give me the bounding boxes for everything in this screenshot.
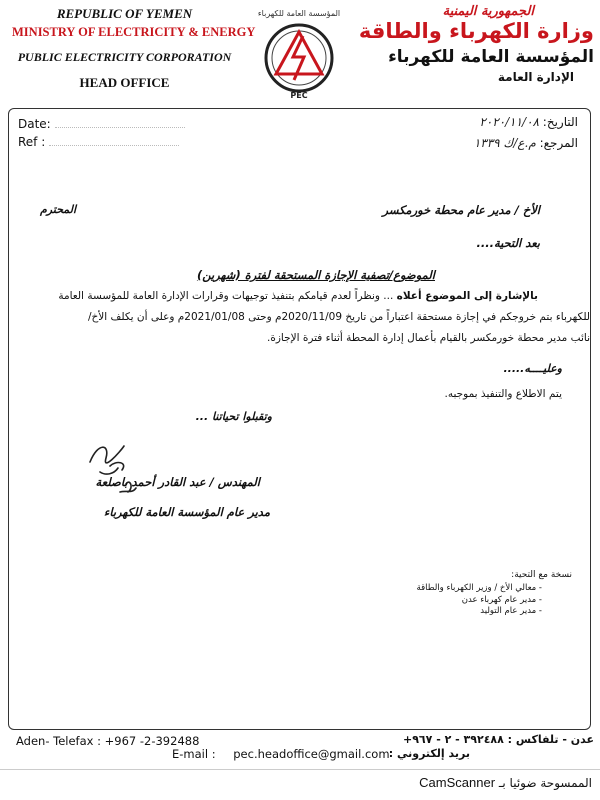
header-ar-office: الإدارة العامة	[497, 70, 574, 84]
header-ar-ministry: وزارة الكهرباء والطاقة	[358, 19, 594, 43]
copy-item-3: - مدير عام التوليد	[480, 606, 542, 616]
body-line-1-rest: ... ونظراً لعدم قيامكم بتنفيذ توجيهات وقرارات الإدارة العامة للمؤسسة العامة	[58, 290, 394, 302]
copy-item-2: - مدير عام كهرباء عدن	[461, 595, 542, 605]
date-value-ar: ٢٠٢٠/١١/٠٨	[479, 115, 539, 129]
copies-label: نسخة مع التحية:	[511, 570, 572, 580]
signature	[80, 432, 150, 512]
ref-value-ar: م.ع/ك ١٣٣٩	[473, 136, 536, 150]
header-en-ministry: MINISTRY OF ELECTRICITY & ENERGY	[12, 25, 256, 39]
footer-telefax-en: Aden- Telefax : +967 -2-392488	[16, 734, 200, 748]
footer-email-en	[172, 747, 390, 761]
body-line-1	[58, 290, 538, 302]
date-label-ar: التاريخ:	[542, 115, 578, 129]
footer-telefax-ar: عدن - تلفاكس : ٣٩٢٤٨٨ - ٢ - ٩٦٧+	[402, 733, 594, 746]
ref-field-ar	[474, 136, 578, 150]
signer-title: مدير عام المؤسسة العامة للكهرباء	[103, 505, 270, 519]
body-line-2: للكهرباء بتم خروجكم في إجازة مستحقة اعتباراً من تاريخ 2020/11/09م وحتى 2021/01/08م وعلى أن يكلف الأخ/	[87, 311, 590, 323]
salutation-respected: المحترم	[40, 203, 77, 216]
date-label: Date:	[18, 117, 51, 131]
footer-email-label-ar: بريد إلكتروني :	[388, 747, 470, 760]
body-line-1-bold: بالإشارة إلى الموضوع أعلاه	[396, 290, 538, 302]
scanner-ar: الممسوحة ضوئيا بـ	[498, 776, 592, 790]
header-arabic	[344, 4, 594, 84]
header-en-office: HEAD OFFICE	[79, 75, 170, 90]
scanner-watermark	[419, 775, 592, 790]
scanner-brand: CamScanner	[419, 775, 496, 790]
ref-field-en	[18, 135, 179, 149]
ref-redacted	[49, 136, 179, 146]
ref-label: Ref :	[18, 135, 46, 149]
logo-top-text: المؤسسة العامة للكهرباء	[258, 9, 340, 18]
footer-email-label: E-mail :	[172, 747, 216, 761]
signer-name: المهندس / عبد القادر أحمد باصلعة	[95, 475, 260, 489]
letter-frame	[8, 108, 591, 730]
wa-alayh: وعليــــه.....	[503, 362, 562, 375]
header-ar-corporation: المؤسسة العامة للكهرباء	[388, 47, 594, 67]
date-field-en	[18, 117, 185, 131]
header-english	[12, 6, 256, 91]
greeting: بعد التحية....	[476, 236, 540, 250]
date-field-ar	[479, 115, 578, 129]
ref-label-ar: المرجع:	[539, 136, 578, 150]
header-en-corporation: PUBLIC ELECTRICITY CORPORATION	[17, 50, 232, 64]
recipient: الأخ / مدير عام محطة خورمكسر	[382, 203, 540, 217]
copy-item-1: - معالي الأخ / وزير الكهرباء والطاقة	[416, 583, 542, 593]
subject: الموضوع/تصفية الإجازة المستحقة لفترة (شهرين)	[196, 268, 435, 282]
closing: وتقبلوا تحياتنا ...	[195, 410, 272, 423]
logo-bottom-text: PEC	[290, 91, 308, 100]
pec-logo	[258, 2, 340, 104]
header-ar-country: الجمهورية اليمنية	[442, 4, 534, 19]
header-en-country: REPUBLIC OF YEMEN	[56, 6, 193, 21]
date-redacted	[55, 118, 185, 128]
instruction: يتم الاطلاع والتنفيذ بموجبه.	[444, 388, 562, 400]
scanner-divider	[0, 769, 600, 770]
footer-email[interactable]: pec.headoffice@gmail.com	[233, 747, 390, 761]
body-line-3: نائب مدير محطة خورمكسر بالقيام بأعمال إدارة المحطة أثناء فترة الإجازة.	[266, 332, 590, 344]
